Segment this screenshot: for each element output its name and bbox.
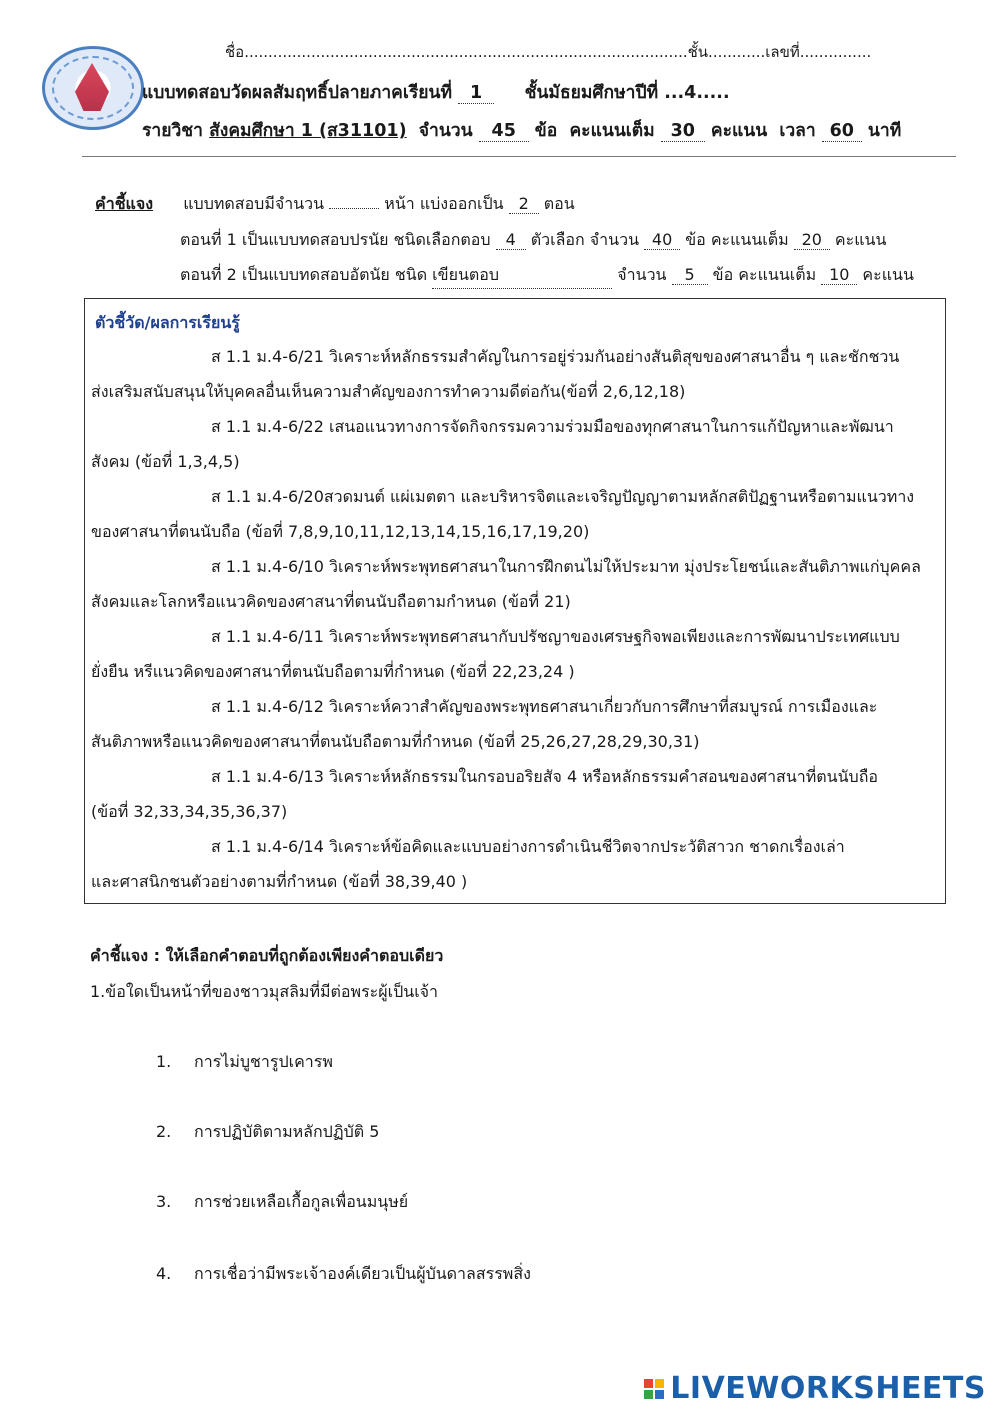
indicator-line1: ส 1.1 ม.4-6/21 วิเคราะห์หลักธรรมสำคัญในการอยู่ร่วมกันอย่างสันติสุขของศาสนาอื่น ๆ และชักชวน xyxy=(211,347,900,366)
grade-label: ชั้นมัธยมศึกษาปีที่ xyxy=(524,83,659,103)
option-text: การไม่บูชารูปเคารพ xyxy=(194,1052,333,1071)
indicator-line2: ของศาสนาที่ตนนับถือ (ข้อที่ 7,8,9,10,11,12,13,14,15,16,17,19,20) xyxy=(91,522,590,541)
question-text: 1.ข้อใดเป็นหน้าที่ของชาวมุสลิมที่มีต่อพระผู้เป็นเจ้า xyxy=(90,982,439,1001)
indicator-line1: ส 1.1 ม.4-6/20สวดมนต์ แผ่เมตตา และบริหารจิตและเจริญปัญญาตามหลักสติปัฏฐานหรือตามแนวทาง xyxy=(211,487,915,506)
part1-text: ข้อ คะแนนเต็ม xyxy=(685,230,789,249)
time-label: เวลา xyxy=(779,121,816,141)
exam-title-line1 xyxy=(142,78,730,106)
answer-option[interactable] xyxy=(156,1262,531,1287)
score-unit: คะแนน xyxy=(710,121,768,141)
pages-value xyxy=(329,208,379,209)
choices-value: 4 xyxy=(496,230,526,250)
part1-count: 40 xyxy=(644,230,680,250)
term-value: 1 xyxy=(458,83,494,104)
parts-value: 2 xyxy=(509,194,539,214)
indicator-item xyxy=(91,409,939,479)
brand-square xyxy=(655,1390,664,1399)
time-unit: นาที xyxy=(867,121,902,141)
answer-option[interactable] xyxy=(156,1190,408,1215)
part2-score: 10 xyxy=(821,265,857,285)
indicator-item xyxy=(91,549,939,619)
score-value: 30 xyxy=(661,121,705,142)
option-number: 1. xyxy=(156,1052,172,1071)
indicator-item xyxy=(91,339,939,409)
indicator-line1: ส 1.1 ม.4-6/11 วิเคราะห์พระพุทธศาสนากับปรัชญาของเศรษฐกิจพอเพียงและการพัฒนาประเทศแบบ xyxy=(211,627,900,646)
indicator-item xyxy=(91,479,939,549)
indicator-line2: สังคมและโลกหรือแนวคิดของศาสนาที่ตนนับถือตามกำหนด (ข้อที่ 21) xyxy=(91,592,571,611)
brand-square xyxy=(655,1379,664,1388)
instructions-line2 xyxy=(180,228,886,253)
option-text: การช่วยเหลือเกื้อกูลเพื่อนมนุษย์ xyxy=(194,1192,409,1211)
part2-count: 5 xyxy=(672,265,708,285)
part2-text: จำนวน xyxy=(617,265,667,284)
instructions-text: ตอน xyxy=(543,194,575,213)
option-number: 2. xyxy=(156,1122,172,1141)
option-text: การปฏิบัติตามหลักปฏิบัติ 5 xyxy=(194,1122,380,1141)
brand-square xyxy=(644,1379,653,1388)
question-instruction: คำชี้แจง : ให้เลือกคำตอบที่ถูกต้องเพียงคำตอบเดียว xyxy=(90,946,444,965)
option-text: การเชื่อว่ามีพระเจ้าองค์เดียวเป็นผู้บันดาลสรรพสิ่ง xyxy=(194,1264,531,1283)
count-value: 45 xyxy=(479,121,529,142)
title-prefix: แบบทดสอบวัดผลสัมฤทธิ์ปลายภาคเรียนที่ xyxy=(142,83,453,103)
instructions-label: คำชี้แจง xyxy=(95,194,154,213)
header-divider xyxy=(82,156,956,157)
part1-text: คะแนน xyxy=(834,230,887,249)
score-label: คะแนนเต็ม xyxy=(569,121,655,141)
subject-value: สังคมศึกษา 1 (ส31101) xyxy=(209,121,407,141)
part2-text: ข้อ คะแนนเต็ม xyxy=(712,265,817,284)
option-number: 4. xyxy=(156,1264,172,1283)
school-logo xyxy=(42,46,144,130)
indicator-item xyxy=(91,829,939,899)
part1-text: ตอนที่ 1 เป็นแบบทดสอบปรนัย ชนิดเลือกตอบ xyxy=(180,230,491,249)
exam-title-line2 xyxy=(142,116,901,144)
indicator-line2: (ข้อที่ 32,33,34,35,36,37) xyxy=(91,802,288,821)
part2-type: เขียนตอบ xyxy=(432,263,612,289)
indicators-box xyxy=(84,298,946,904)
indicators-list xyxy=(91,339,939,899)
indicator-line1: ส 1.1 ม.4-6/22 เสนอแนวทางการจัดกิจกรรมความร่วมมือของทุกศาสนาในการแก้ปัญหาและพัฒนา xyxy=(211,417,894,436)
answer-option[interactable] xyxy=(156,1050,333,1075)
part1-text: ตัวเลือก จำนวน xyxy=(530,230,639,249)
brand-square xyxy=(644,1390,653,1399)
indicator-line1: ส 1.1 ม.4-6/12 วิเคราะห์ควาสำคัญของพระพุทธศาสนาเกี่ยวกับการศึกษาที่สมบูรณ์ การเมืองและ xyxy=(211,697,878,716)
part2-text: คะแนน xyxy=(862,265,914,284)
indicator-line2: ยั่งยืน หรีแนวคิดของศาสนาที่ตนนับถือตามที่กำหนด (ข้อที่ 22,23,24 ) xyxy=(91,662,575,681)
instructions-text: แบบทดสอบมีจำนวน xyxy=(183,194,325,213)
option-number: 3. xyxy=(156,1192,172,1211)
grade-value: ...4..... xyxy=(664,83,730,103)
indicator-line2: ส่งเสริมสนับสนุนให้บุคคลอื่นเห็นความสำคัญของการทำความดีต่อกัน(ข้อที่ 2,6,12,18) xyxy=(91,382,686,401)
time-value: 60 xyxy=(822,121,862,142)
instructions-text: หน้า แบ่งออกเป็น xyxy=(384,194,504,213)
indicator-item xyxy=(91,759,939,829)
item-label: ข้อ xyxy=(534,121,558,141)
instructions-line3 xyxy=(180,263,914,289)
count-label: จำนวน xyxy=(418,121,473,141)
answer-option[interactable] xyxy=(156,1120,379,1145)
indicator-item xyxy=(91,619,939,689)
indicator-line2: สันติภาพหรือแนวคิดของศาสนาที่ตนนับถือตามที่กำหนด (ข้อที่ 25,26,27,28,29,30,31) xyxy=(91,732,700,751)
part2-text: ตอนที่ 2 เป็นแบบทดสอบอัตนัย ชนิด xyxy=(180,265,428,284)
indicator-line1: ส 1.1 ม.4-6/13 วิเคราะห์หลักธรรมในกรอบอริยสัจ 4 หรือหลักธรรมคำสอนของศาสนาที่ตนนับถือ xyxy=(211,767,879,786)
indicator-line2: สังคม (ข้อที่ 1,3,4,5) xyxy=(91,452,240,471)
indicator-line1: ส 1.1 ม.4-6/10 วิเคราะห์พระพุทธศาสนาในการฝึกตนไม่ให้ประมาท มุ่งประโยชน์และสันติภาพแก่บุคคล xyxy=(211,557,921,576)
indicators-title: ตัวชี้วัด/ผลการเรียนรู้ xyxy=(95,313,240,332)
part1-score: 20 xyxy=(794,230,830,250)
instructions-line1 xyxy=(95,192,575,217)
liveworksheets-brand xyxy=(644,1371,986,1406)
indicator-line2: และศาสนิกชนตัวอย่างตามที่กำหนด (ข้อที่ 38,39,40 ) xyxy=(91,872,468,891)
brand-text: LIVEWORKSHEETS xyxy=(670,1371,986,1406)
indicator-line1: ส 1.1 ม.4-6/14 วิเคราะห์ข้อคิดและแบบอย่างการดำเนินชีวิตจากประวัติสาวก ชาดกเรื่องเล่า xyxy=(211,837,845,856)
liveworksheets-logo-icon xyxy=(644,1379,664,1399)
indicator-item xyxy=(91,689,939,759)
name-line: ชื่อ.............................................................................................ชั้น............เลขที่............... xyxy=(225,43,872,61)
subject-label: รายวิชา xyxy=(142,121,204,141)
